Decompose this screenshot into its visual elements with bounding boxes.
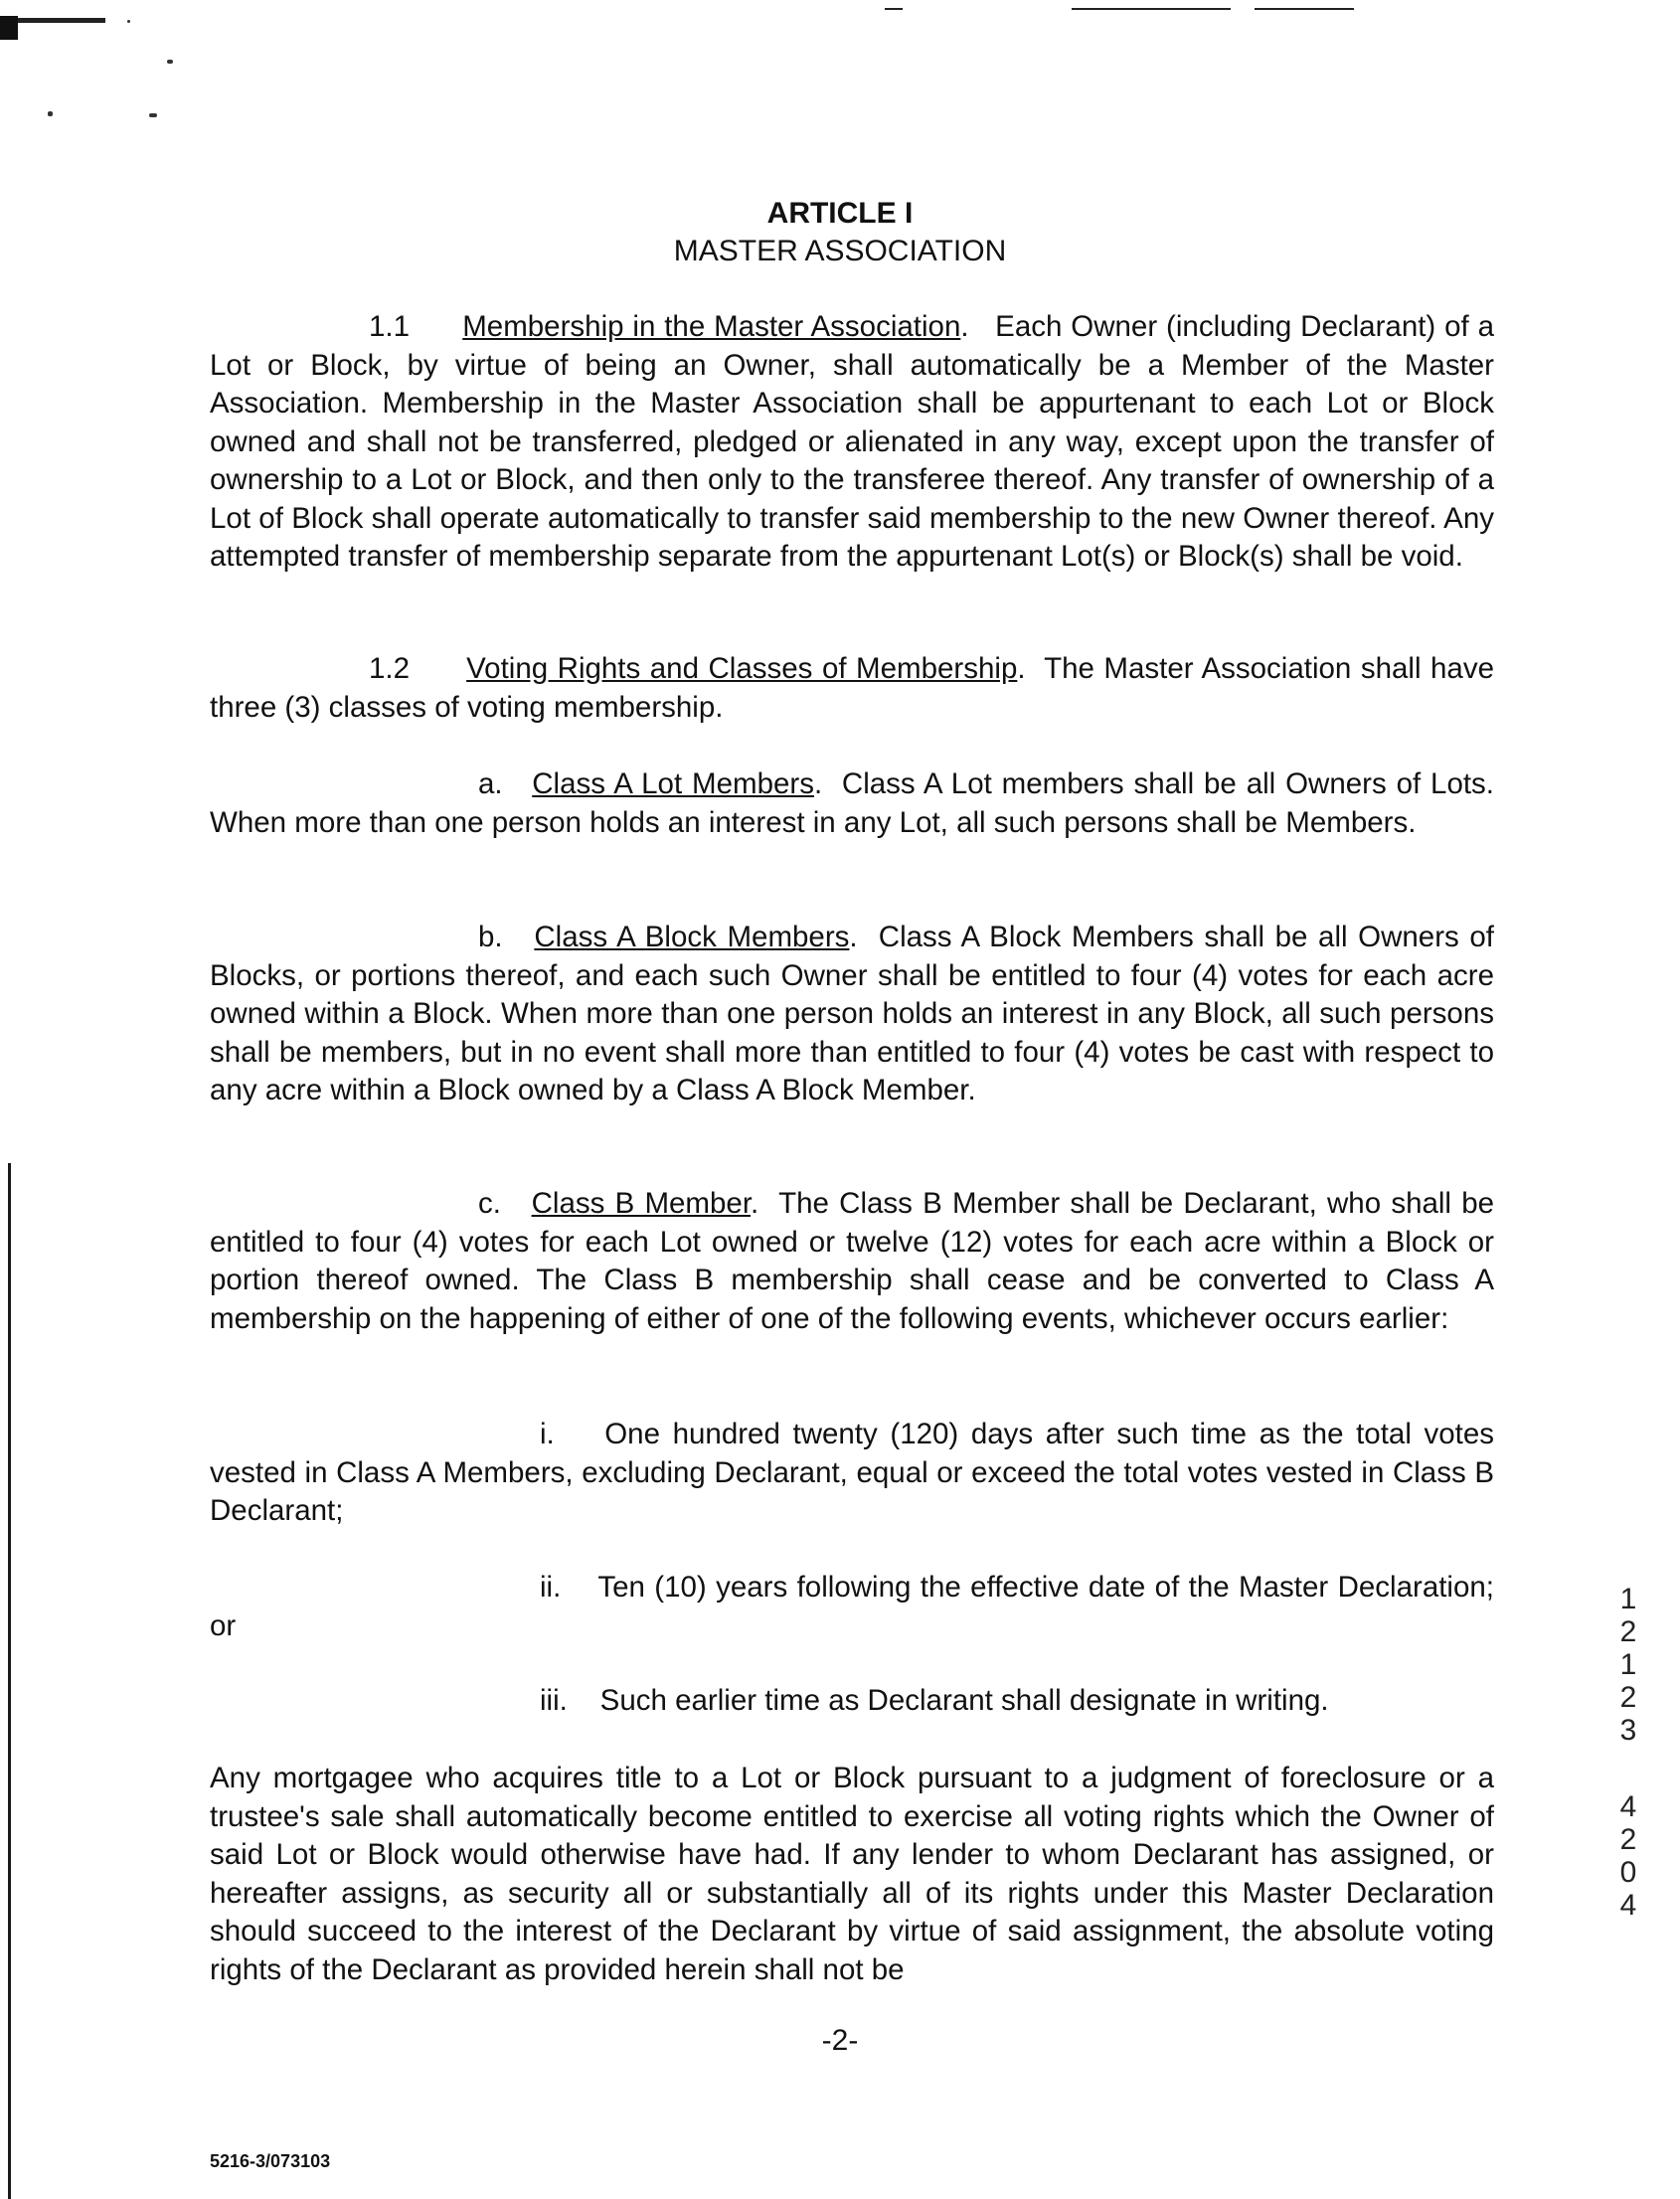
stamp-digit: 1 — [1619, 1583, 1637, 1615]
stamp-digit: 4 — [1619, 1889, 1637, 1922]
subsection-body: The Class B Member shall be Declarant, who shall be entitled to four (4) votes for each Lot owned or twelve (12) votes for each acre within a Block or portion thereof owned. The Class B membership shall cease and be converted to Class A membership on the happening of either of one of the following events, whichever occurs earlier: — [210, 1187, 1495, 1335]
stamp-digit: 4 — [1619, 1790, 1637, 1823]
stamp-digit: 2 — [1619, 1681, 1637, 1714]
stamp-digit: 2 — [1619, 1615, 1637, 1648]
article-title: MASTER ASSOCIATION — [673, 235, 1007, 267]
subsection-body: Class A Block Members shall be all Owners of Blocks, or portions thereof, and each such Owner shall be entitled to four (4) votes for each acre owned within a Block. When more than one person holds an interest in any Block, all such persons shall be members, but in no event shall more than entitled to four (4) votes be cast with respect to any acre within a Block owned by a Class A Block Member. — [210, 921, 1494, 1106]
section-1-1: 1.1 Membership in the Master Association. Each Owner (including Declarant) of a Lot or Block, by virtue of being an Owner, shall automatically be a Member of the Master Association. Membership in the Master Association shall be appurtenant to each Lot or Block owned and shall not be transferred, pledged or alienated in any way, except upon the transfer of ownership to a Lot or Block, and then only to the transferee thereof. Any transfer of ownership of a Lot of Block shall operate automatically to transfer said membership to the new Owner thereof. Any attempted transfer of membership separate from the appurtenant Lot(s) or Block(s) shall be void. — [210, 310, 1494, 573]
closing-paragraph: Any mortgagee who acquires title to a Lot or Block pursuant to a judgment of foreclosure or a trustee's sale shall automatically become entitled to exercise all voting rights which the Owner of said Lot or Block would otherwise have had. If any lender to whom Declarant has assigned, or hereafter assigns, as security all or substantially all of its rights under this Master Declaration should succeed to the interest of the Declarant by virtue of said assignment, the absolute voting rights of the Declarant as provided herein shall not be — [210, 1762, 1494, 1986]
scan-artifact — [1072, 8, 1231, 10]
page-number: -2- — [821, 2024, 859, 2057]
event-ii — [210, 1569, 1494, 1645]
section-title: Membership in the Master Association — [462, 310, 961, 343]
event-numeral: iii. — [540, 1684, 568, 1717]
section-number: 1.2 — [369, 652, 411, 685]
section-title: Voting Rights and Classes of Membership — [466, 652, 1018, 685]
subsection-title: Class A Lot Members — [532, 767, 814, 800]
scan-artifact — [885, 8, 903, 10]
subsection-title: Class B Member — [531, 1187, 752, 1220]
stamp-digit: 0 — [1619, 1856, 1637, 1889]
section-body: The Master Association shall have three (3) classes of voting membership. — [210, 652, 1494, 724]
subsection-body: Class A Lot members shall be all Owners of Lots. When more than one person holds an interest in any Lot, all such persons shall be Members. — [210, 767, 1495, 839]
scan-artifact — [0, 16, 18, 40]
subsection-letter: c. — [478, 1187, 501, 1220]
event-body: Such earlier time as Declarant shall designate in writing. — [599, 1684, 1329, 1717]
event-i — [210, 1416, 1494, 1531]
article-heading: ARTICLE I — [766, 197, 914, 230]
recording-stamp — [1613, 1583, 1643, 1922]
scan-artifact — [18, 18, 105, 23]
document-code: 5216-3/073103 — [210, 2151, 331, 2171]
subsection-letter: b. — [478, 921, 503, 953]
stamp-gap — [1613, 1747, 1643, 1790]
subsection-b: b. Class A Block Members. Class A Block Members shall be all Owners of Blocks, or portions thereof, and each such Owner shall be entitled to four (4) votes for each acre owned within a Block. When more than one person holds an interest in any Block, all such persons shall be members, but in no event shall more than entitled to four (4) votes be cast with respect to any acre within a Block owned by a Class A Block Member. — [210, 921, 1494, 1106]
scan-artifact — [1255, 8, 1354, 10]
event-numeral: ii. — [540, 1571, 562, 1604]
subsection-c: c. Class B Member. The Class B Member shall be Declarant, who shall be entitled to four (4) votes for each Lot owned or twelve (12) votes for each acre within a Block or portion thereof owned. The Class B membership shall cease and be converted to Class A membership on the happening of either of one of the following events, whichever occurs earlier: — [210, 1187, 1495, 1335]
section-body: Each Owner (including Declarant) of a Lot or Block, by virtue of being an Owner, shall automatically be a Member of the Master Association. Membership in the Master Association shall be appurtenant to each Lot or Block owned and shall not be transferred, pledged or alienated in any way, except upon the transfer of ownership to a Lot or Block, and then only to the transferee thereof. Any transfer of ownership of a Lot of Block shall operate automatically to transfer said membership to the new Owner thereof. Any attempted transfer of membership separate from the appurtenant Lot(s) or Block(s) shall be void. — [210, 310, 1494, 573]
scan-artifact — [167, 60, 173, 64]
event-iii — [210, 1682, 1494, 1721]
subsection-letter: a. — [478, 767, 503, 800]
scan-artifact — [149, 113, 157, 117]
event-body: Ten (10) years following the effective date of the Master Declaration; or — [210, 1571, 1494, 1642]
stamp-digit: 3 — [1619, 1714, 1637, 1747]
subsection-a: a. Class A Lot Members. Class A Lot members shall be all Owners of Lots. When more than one person holds an interest in any Lot, all such persons shall be Members. — [210, 767, 1495, 839]
scan-artifact — [48, 111, 53, 116]
stamp-digit: 1 — [1619, 1648, 1637, 1681]
stamp-digit: 2 — [1619, 1823, 1637, 1856]
scan-artifact — [127, 20, 130, 23]
subsection-title: Class A Block Members — [534, 921, 850, 953]
section-1-2: 1.2 Voting Rights and Classes of Membership. The Master Association shall have three (3) classes of voting membership. — [210, 652, 1494, 724]
event-numeral: i. — [540, 1418, 555, 1450]
section-number: 1.1 — [369, 310, 411, 343]
event-body: One hundred twenty (120) days after such time as the total votes vested in Class A Members, excluding Declarant, equal or exceed the total votes vested in Class B Declarant; — [210, 1418, 1494, 1527]
